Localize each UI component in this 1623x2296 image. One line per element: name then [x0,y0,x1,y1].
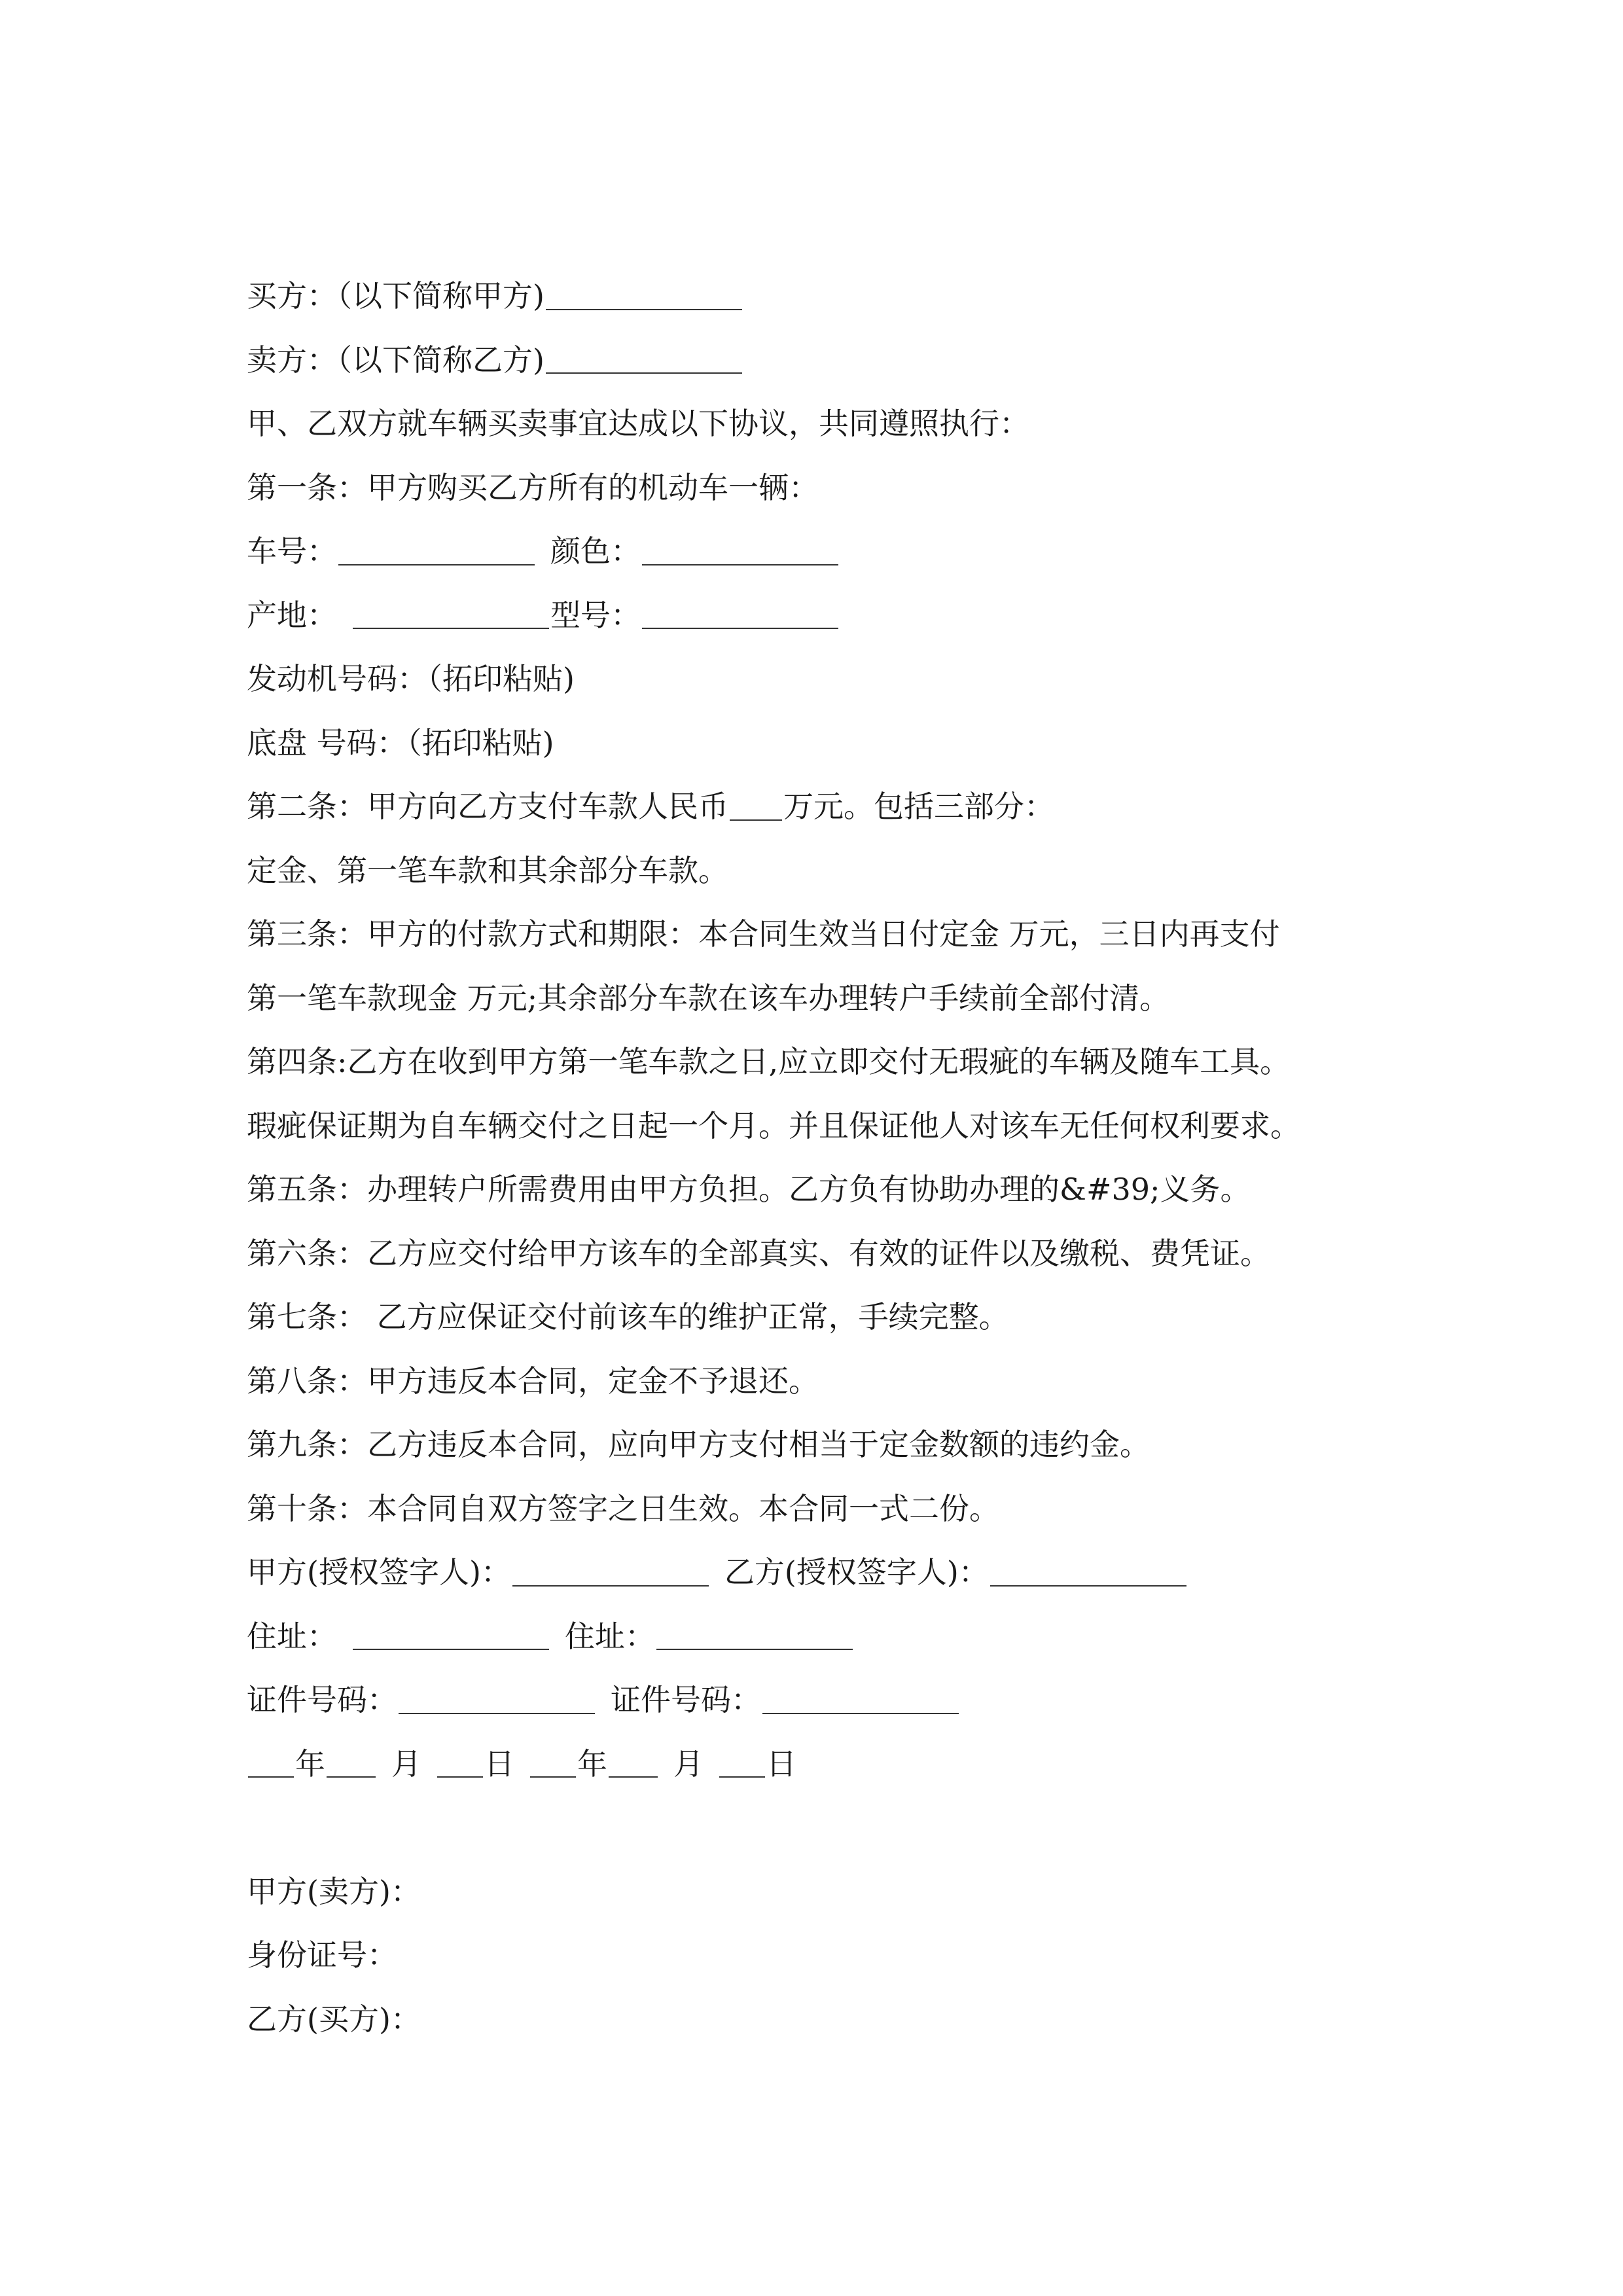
article-2 [247,775,1529,839]
date-line [247,1732,1529,1797]
address-label-a: 住址： [247,1618,337,1654]
article-3-cont-text: 第一笔车款现金 万元;其余部分车款在该车办理转户手续前全部付清。 [247,980,1170,1016]
color-blank[interactable] [642,564,838,565]
day-label-b: 日 [766,1746,796,1782]
article-8-text: 第八条：甲方违反本合同，定金不予退还。 [247,1363,819,1399]
id-number-line [247,1924,1529,1988]
engine-label: 发动机号码：（拓印粘贴) [247,661,575,696]
origin-blank[interactable] [353,628,549,629]
party-a-seller-line [247,1860,1529,1924]
party-a-sign-label: 甲方(授权签字人)： [247,1554,511,1590]
spacer [247,1796,1529,1860]
article-2-text-a: 第二条：甲方向乙方支付车款人民币 [247,789,728,824]
id-b-blank[interactable] [762,1713,959,1714]
article-8 [247,1350,1529,1414]
article-7-text: 第七条： 乙方应保证交付前该车的维护正常，手续完整。 [247,1299,1009,1335]
article-4 [247,1030,1529,1094]
article-2-cont-text: 定金、第一笔车款和其余部分车款。 [247,852,728,888]
party-b-sign-label: 乙方(授权签字人)： [724,1554,989,1590]
month-label-a: 月 [391,1746,421,1782]
contract-body [247,264,1529,2051]
year-b-blank[interactable] [530,1776,576,1778]
seller-line [247,329,1529,393]
address-label-b: 住址： [565,1618,655,1654]
month-b-blank[interactable] [609,1776,658,1778]
article-2-cont [247,839,1529,903]
plate-blank[interactable] [338,564,535,565]
address-a-blank[interactable] [353,1649,549,1650]
buyer-label: 买方：（以下简称甲方) [247,278,544,314]
address-line [247,1605,1529,1669]
model-blank[interactable] [642,628,838,629]
article-9 [247,1413,1529,1477]
article-10-text: 第十条：本合同自双方签字之日生效。本合同一式二份。 [247,1490,999,1526]
article-10 [247,1477,1529,1541]
article-4-cont [247,1094,1529,1158]
article-3 [247,903,1529,967]
chassis-line [247,711,1529,776]
seller-label: 卖方：（以下简称乙方) [247,342,544,378]
origin-model-line [247,584,1529,648]
color-label: 颜色： [550,533,641,569]
origin-label: 产地： [247,597,337,633]
seller-name-blank[interactable] [546,372,742,374]
plate-color-line [247,520,1529,584]
month-label-b: 月 [673,1746,704,1782]
article-3-text: 第三条：甲方的付款方式和期限：本合同生效当日付定金 万元，三日内再支付 [247,916,1280,952]
article-1 [247,456,1529,520]
buyer-name-blank[interactable] [546,309,742,310]
month-a-blank[interactable] [327,1776,376,1778]
article-6 [247,1222,1529,1286]
price-blank[interactable] [730,819,782,821]
article-1-text: 第一条：甲方购买乙方所有的机动车一辆： [247,469,819,505]
id-line [247,1668,1529,1732]
buyer-line [247,264,1529,329]
chassis-label: 底盘 号码：（拓印粘贴) [247,725,554,761]
engine-line [247,647,1529,711]
id-a-blank[interactable] [399,1713,595,1714]
article-6-text: 第六条：乙方应交付给甲方该车的全部真实、有效的证件以及缴税、费凭证。 [247,1235,1270,1271]
article-9-text: 第九条：乙方违反本合同，应向甲方支付相当于定金数额的违约金。 [247,1427,1150,1462]
party-a-seller-label: 甲方(卖方)： [247,1873,421,1909]
article-4-cont-text: 瑕疵保证期为自车辆交付之日起一个月。并且保证他人对该车无任何权利要求。 [247,1107,1300,1143]
article-2-text-b: 万元。包括三部分： [783,789,1054,824]
model-label: 型号： [550,597,641,633]
id-label-a: 证件号码： [247,1682,397,1717]
intro-text: 甲、乙双方就车辆买卖事宜达成以下协议，共同遵照执行： [247,406,1029,441]
intro-line [247,392,1529,456]
party-b-buyer-line [247,1988,1529,2052]
day-b-blank[interactable] [719,1776,765,1778]
day-label-a: 日 [484,1746,514,1782]
address-b-blank[interactable] [656,1649,853,1650]
plate-label: 车号： [247,533,337,569]
day-a-blank[interactable] [437,1776,483,1778]
year-label-b: 年 [577,1746,607,1782]
article-5 [247,1158,1529,1222]
signature-line [247,1541,1529,1605]
article-5-text: 第五条：办理转户所需费用由甲方负担。乙方负有协助办理的&#39;义务。 [247,1172,1251,1207]
party-a-sign-blank[interactable] [512,1585,709,1587]
year-label-a: 年 [295,1746,325,1782]
article-4-text: 第四条:乙方在收到甲方第一笔车款之日,应立即交付无瑕疵的车辆及随车工具。 [247,1044,1291,1079]
party-b-sign-blank[interactable] [990,1585,1186,1587]
article-7 [247,1285,1529,1350]
article-3-cont [247,967,1529,1031]
id-label-b: 证件号码： [611,1682,761,1717]
id-number-label: 身份证号： [247,1937,397,1973]
year-a-blank[interactable] [248,1776,294,1778]
party-b-buyer-label: 乙方(买方)： [247,2001,421,2037]
